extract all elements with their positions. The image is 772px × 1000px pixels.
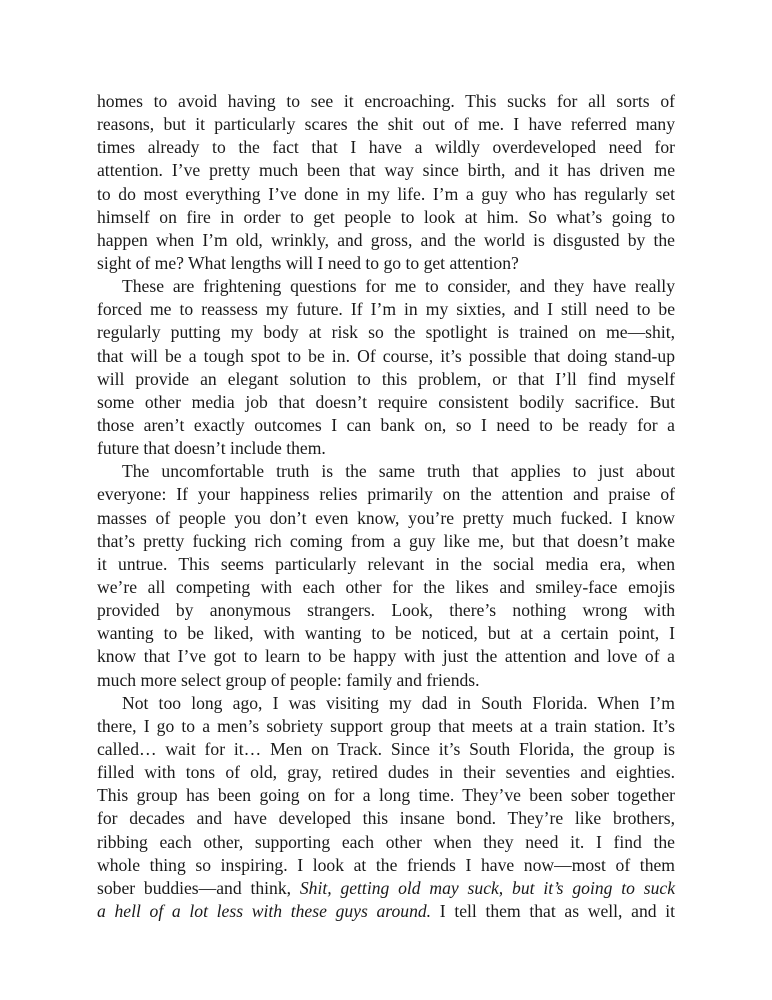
text-line: everyone: If your happiness relies primarily on the attention and praise of [97, 484, 675, 505]
text-line-mixed [97, 900, 675, 923]
text-line: much more select group of people: family and friends. [97, 669, 480, 690]
text-line: it untrue. This seems particularly relevant in the social media era, when [97, 553, 675, 574]
text-line: happen when I’m old, wrinkly, and gross, and the world is disgusted by the [97, 229, 675, 250]
text-line: himself on fire in order to get people to look at him. So what’s going to [97, 206, 675, 227]
text-line: This group has been going on for a long time. They’ve been sober together [97, 785, 675, 806]
italic-run: Shit, getting old may suck, but it’s going to suck [299, 877, 675, 898]
paragraph-1 [97, 90, 675, 275]
text-line: that’s pretty fucking rich coming from a guy like me, but that doesn’t make [97, 530, 675, 551]
text-line: whole thing so inspiring. I look at the friends I have now—most of them [97, 854, 675, 875]
paragraph-4 [97, 692, 675, 923]
text-line: future that doesn’t include them. [97, 438, 326, 459]
body-text [97, 90, 675, 923]
text-line: will provide an elegant solution to this problem, or that I’ll find myself [97, 368, 675, 389]
text-line: Not too long ago, I was visiting my dad in South Florida. When I’m [122, 692, 675, 713]
text-line: forced me to reassess my future. If I’m in my sixties, and I still need to be [97, 299, 675, 320]
text-line: called… wait for it… Men on Track. Since it’s South Florida, the group is [97, 738, 675, 759]
text-line: homes to avoid having to see it encroaching. This sucks for all sorts of [97, 91, 675, 111]
text-line: sight of me? What lengths will I need to go to get attention? [97, 252, 519, 273]
text-line-mixed [97, 877, 675, 900]
text-line: reasons, but it particularly scares the shit out of me. I have referred many [97, 114, 675, 135]
text-line: provided by anonymous strangers. Look, there’s nothing wrong with [97, 600, 675, 621]
roman-run: sober buddies—and think, [97, 877, 300, 898]
text-line: The uncomfortable truth is the same truth that applies to just about [122, 461, 675, 482]
text-line: attention. I’ve pretty much been that way since birth, and it has driven me [97, 160, 675, 181]
text-line: for decades and have developed this insane bond. They’re like brothers, [97, 808, 675, 829]
text-line: know that I’ve got to learn to be happy with just the attention and love of a [97, 646, 675, 667]
text-line: filled with tons of old, gray, retired dudes in their seventies and eighties. [97, 762, 675, 783]
text-line: ribbing each other, supporting each other when they need it. I find the [97, 831, 675, 852]
text-line: to do most everything I’ve done in my life. I’m a guy who has regularly set [97, 183, 675, 204]
text-line: regularly putting my body at risk so the spotlight is trained on me—shit, [97, 322, 675, 343]
text-line: times already to the fact that I have a wildly overdeveloped need for [97, 137, 675, 158]
roman-run: I tell them that as well, and it [431, 900, 675, 921]
paragraph-3 [97, 460, 675, 691]
text-line: some other media job that doesn’t require consistent bodily sacrifice. But [97, 391, 675, 412]
text-line: that will be a tough spot to be in. Of course, it’s possible that doing stand-up [97, 345, 675, 366]
text-line: we’re all competing with each other for the likes and smiley-face emojis [97, 576, 675, 597]
text-line: masses of people you don’t even know, you’re pretty much fucked. I know [97, 507, 675, 528]
text-line: wanting to be liked, with wanting to be noticed, but at a certain point, I [97, 623, 675, 644]
text-line: those aren’t exactly outcomes I can bank on, so I need to be ready for a [97, 414, 675, 435]
text-line: These are frightening questions for me to consider, and they have really [122, 276, 675, 297]
paragraph-2 [97, 275, 675, 460]
italic-run: a hell of a lot less with these guys around. [97, 900, 432, 921]
text-line: there, I go to a men’s sobriety support group that meets at a train station. It’s [97, 715, 675, 736]
